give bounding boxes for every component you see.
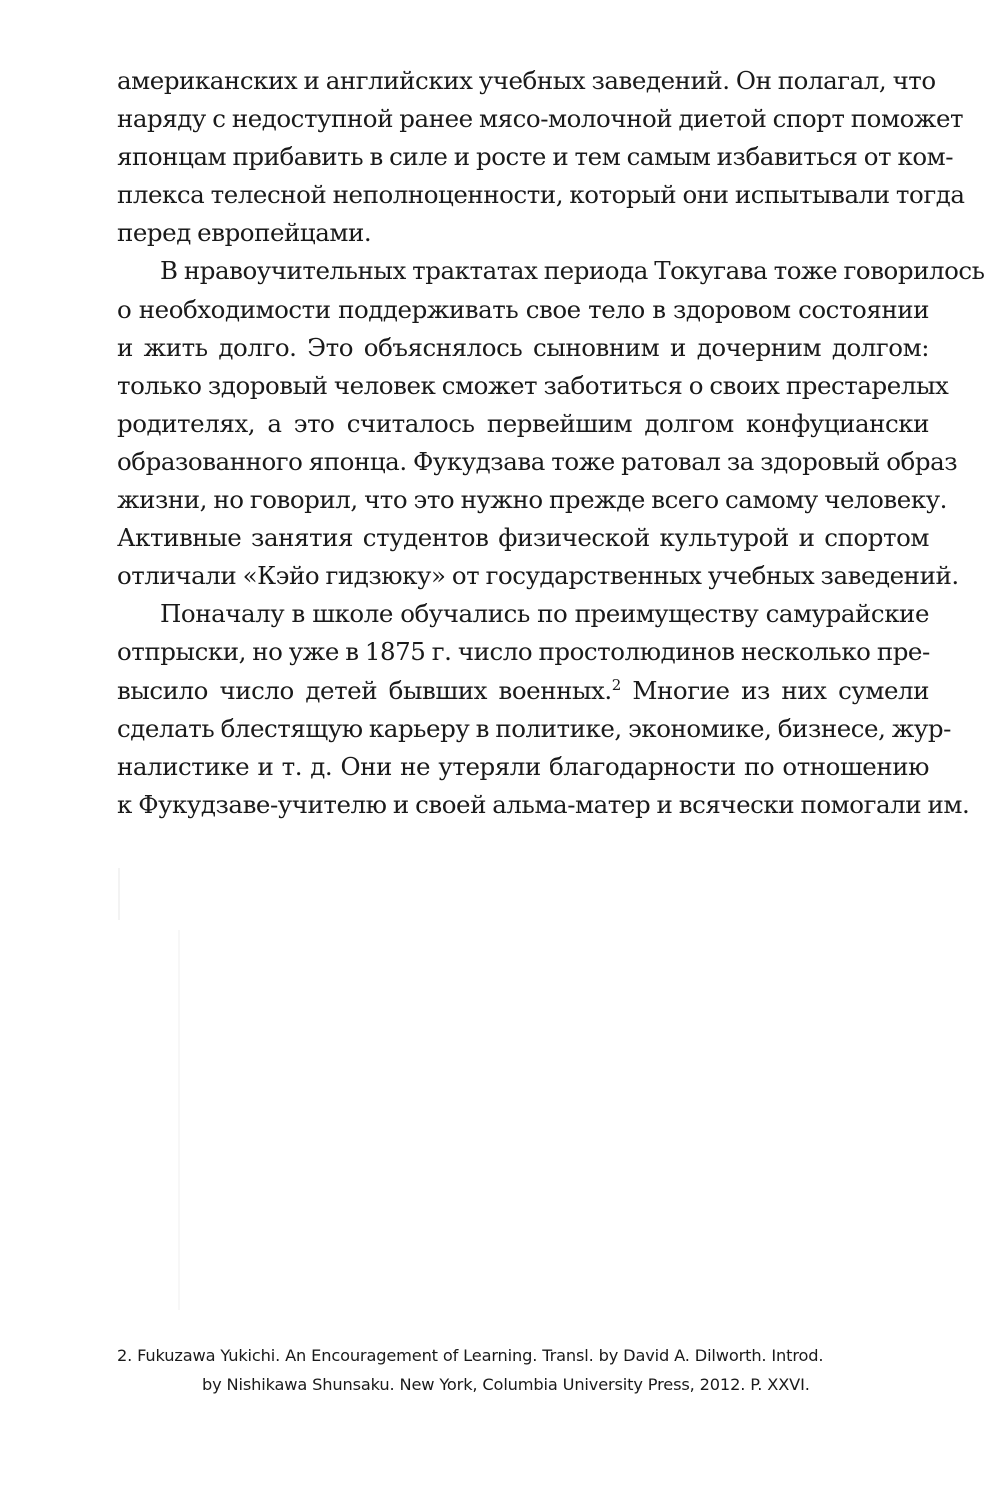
text-line: о необходимости поддерживать свое тело в здоровом состоянии (117, 294, 929, 324)
footnote-number: 2. (117, 1346, 133, 1365)
text-line: и жить долго. Это объяснялось сыновним и дочерним долгом: (117, 332, 929, 362)
footnote-text: Fukuzawa Yukichi. An Encouragement of Learning. Transl. by David A. Dilworth. Introd. (137, 1346, 824, 1365)
text-line: образованного японца. Фукудзава тоже ратовал за здоровый образ (117, 446, 958, 476)
text-line: перед европейцами. (117, 218, 372, 248)
text-line: В нравоучительных трактатах периода Токугава тоже говорилось (160, 256, 985, 286)
main-text (117, 62, 985, 824)
text-line-body: делать блестящую карьеру в политике, экономике, бизнесе, жур- (130, 713, 951, 743)
footnote-reference[interactable]: 2 (611, 675, 621, 694)
text-line: плекса телесной неполноценности, который они испытывали тогда (117, 180, 965, 210)
text-line: Поначалу в школе обучались по преимуществу самурайские (160, 599, 929, 629)
footnote-line (117, 1341, 917, 1370)
scan-artifact (178, 930, 180, 1310)
text-line (117, 672, 929, 710)
text-line: к Фукудзаве-учителю и своей альма-матер и всячески помогали им. (117, 789, 970, 819)
scan-artifact (118, 868, 120, 920)
text-line: наряду с недоступной ранее мясо-молочной диетой спорт поможет (117, 104, 964, 134)
text-line-start: высило число детей бывших военных. (117, 675, 612, 705)
text-line: только здоровый человек сможет заботиться о своих престарелых (117, 370, 949, 400)
text-line: жизни, но говорил, что это нужно прежде всего самому человеку. (117, 485, 947, 515)
paragraph-2 (117, 252, 985, 595)
text-line: родителях, а это считалось первейшим долгом конфуциански (117, 408, 929, 438)
text-line: отпрыски, но уже в 1875 г. число простолюдинов несколько пре- (117, 637, 930, 667)
paragraph-3 (117, 595, 970, 824)
footnote (117, 1341, 917, 1399)
text-line: Активные занятия студентов физической культурой и спортом (117, 523, 929, 553)
text-line: отличали «Кэйо гидзюку» от государственных учебных заведений. (117, 561, 959, 591)
footnote-line: by Nishikawa Shunsaku. New York, Columbia University Press, 2012. P. XXVI. (202, 1375, 810, 1394)
text-line (117, 710, 951, 748)
text-line: налистике и т. д. Они не утеряли благодарности по отношению (117, 751, 929, 781)
text-line: американских и английских учебных заведений. Он полагал, что (117, 66, 936, 95)
paragraph-1 (117, 62, 965, 252)
text-line-end: Многие из них сумели (620, 675, 929, 705)
text-line: японцам прибавить в силе и росте и тем самым избавиться от ком- (117, 142, 954, 172)
text-line-first-letter: с (117, 713, 131, 743)
